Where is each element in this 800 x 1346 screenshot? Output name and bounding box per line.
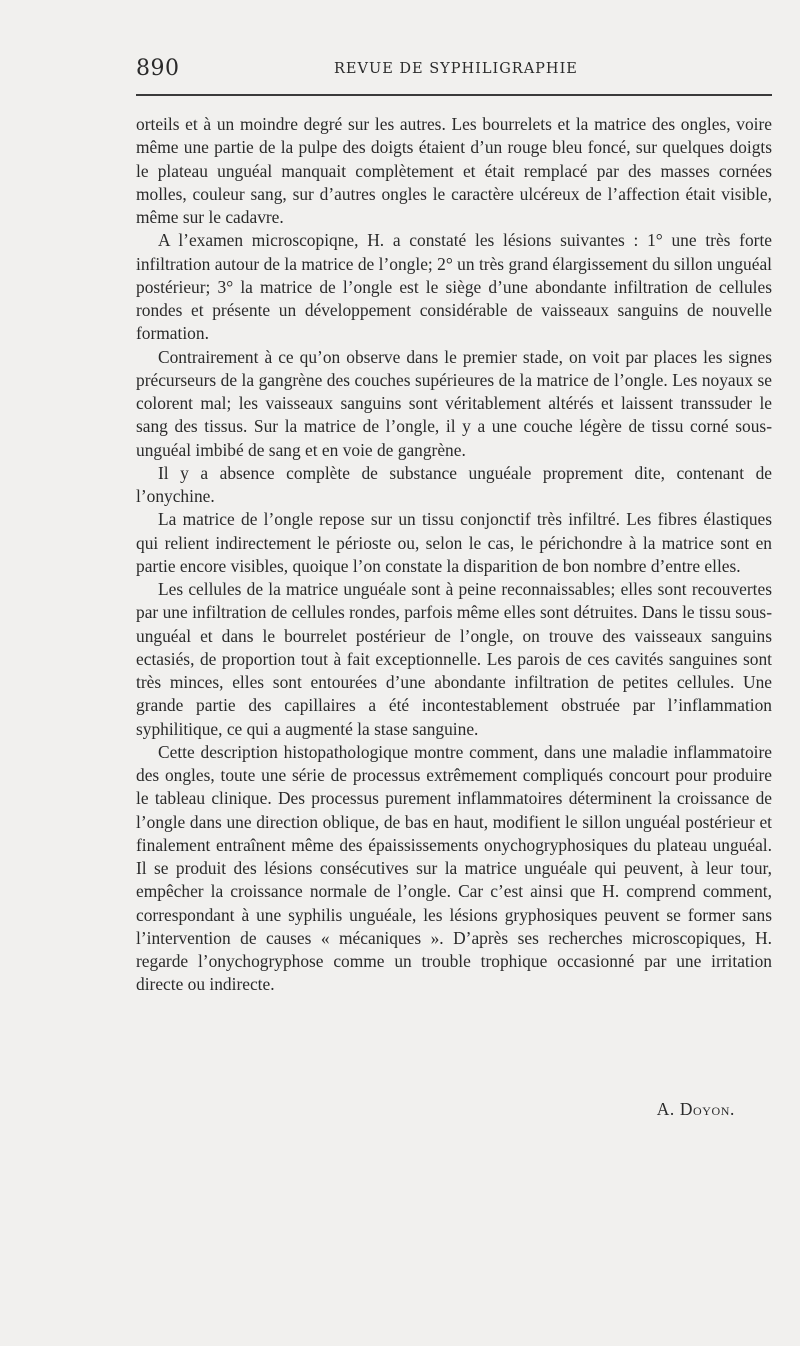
author-initial: A. bbox=[656, 1099, 675, 1119]
article-body bbox=[136, 113, 772, 997]
page-header bbox=[136, 56, 772, 84]
paragraph: Cette description histopathologique montre comment, dans une maladie inflammatoire des ongles, toute une série de processus extrêmement compliqués concourt pour produire le tableau clinique. Des processus purement inflammatoires déterminent la croissance de l’ongle dans une direction oblique, de bas en haut, modifient le sillon unguéal postérieur et finalement entraînent même des épaississements onychogryphosiques du plateau unguéal. Il se produit des lésions consécutives sur la matrice unguéale qui peuvent, à leur tour, empêcher la croissance normale de l’ongle. Car c’est ainsi que H. comprend comment, correspondant à une syphilis unguéale, les lésions gryphosiques peuvent se former sans l’intervention de causes « mécaniques ». D’après ses recherches microscopiques, H. regarde l’onychogryphose comme un trouble trophique occasionné par une irritation directe ou indirecte. bbox=[136, 741, 772, 995]
paragraph: La matrice de l’ongle repose sur un tissu conjonctif très infiltré. Les fibres élastiques qui relient indirectement le périoste ou, selon le cas, le périchondre à la matrice sont en partie encore visibles, quoique l’on constate la disparition de bon nombre d’entre elles. bbox=[136, 509, 772, 576]
paragraph: A l’examen microscopiqne, H. a constaté les lésions suivantes : 1° une très forte infiltration autour de la matrice de l’ongle; 2° un très grand élargissement du sillon unguéal postérieur; 3° la matrice de l’ongle est le siège d’une abondante infiltration de cellules rondes et présente un développement considérable de vaisseaux sanguins de nouvelle formation. bbox=[136, 230, 772, 344]
paragraph: Il y a absence complète de substance unguéale proprement dite, contenant de l’onychine. bbox=[136, 462, 772, 506]
paragraph: orteils et à un moindre degré sur les autres. Les bourrelets et la matrice des ongles, voire même une partie de la pulpe des doigts étaient d’un rouge bleu foncé, sur quelques doigts le plateau unguéal manquait complètement et était remplacé par des masses cornées molles, couleur sang, sur d’autres ongles le caractère ulcéreux de l’affection était visible, même sur le cadavre. bbox=[136, 114, 772, 227]
paragraph: Contrairement à ce qu’on observe dans le premier stade, on voit par places les signes précurseurs de la gangrène des couches supérieures de la matrice de l’ongle. Les noyaux se colorent mal; les vaisseaux sanguins sont véritablement altérés et laissent transsuder le sang des tissus. Sur la matrice de l’ongle, il y a une couche légère de tissu corné sous-unguéal imbibé de sang et en voie de gangrène. bbox=[136, 346, 772, 460]
author-name: Doyon. bbox=[679, 1099, 735, 1119]
header-rule bbox=[136, 94, 772, 96]
page-number: 890 bbox=[136, 56, 180, 81]
running-title: REVUE DE SYPHILIGRAPHIE bbox=[334, 61, 578, 77]
author-signature bbox=[657, 1099, 735, 1120]
paragraph: Les cellules de la matrice unguéale sont à peine reconnaissables; elles sont recouvertes par une infiltration de cellules rondes, parfois même elles sont détruites. Dans le tissu sous-unguéal et dans le bourrelet postérieur de l’ongle, on trouve des vaisseaux sanguins ectasiés, de proportion tout à fait exceptionnelle. Les parois de ces cavités sanguines sont très minces, elles sont entourées d’une abondante infiltration de petites cellules. Une grande partie des capillaires a été incontestablement obstruée par l’inflammation syphilitique, ce qui a augmenté la stase sanguine. bbox=[136, 579, 772, 739]
